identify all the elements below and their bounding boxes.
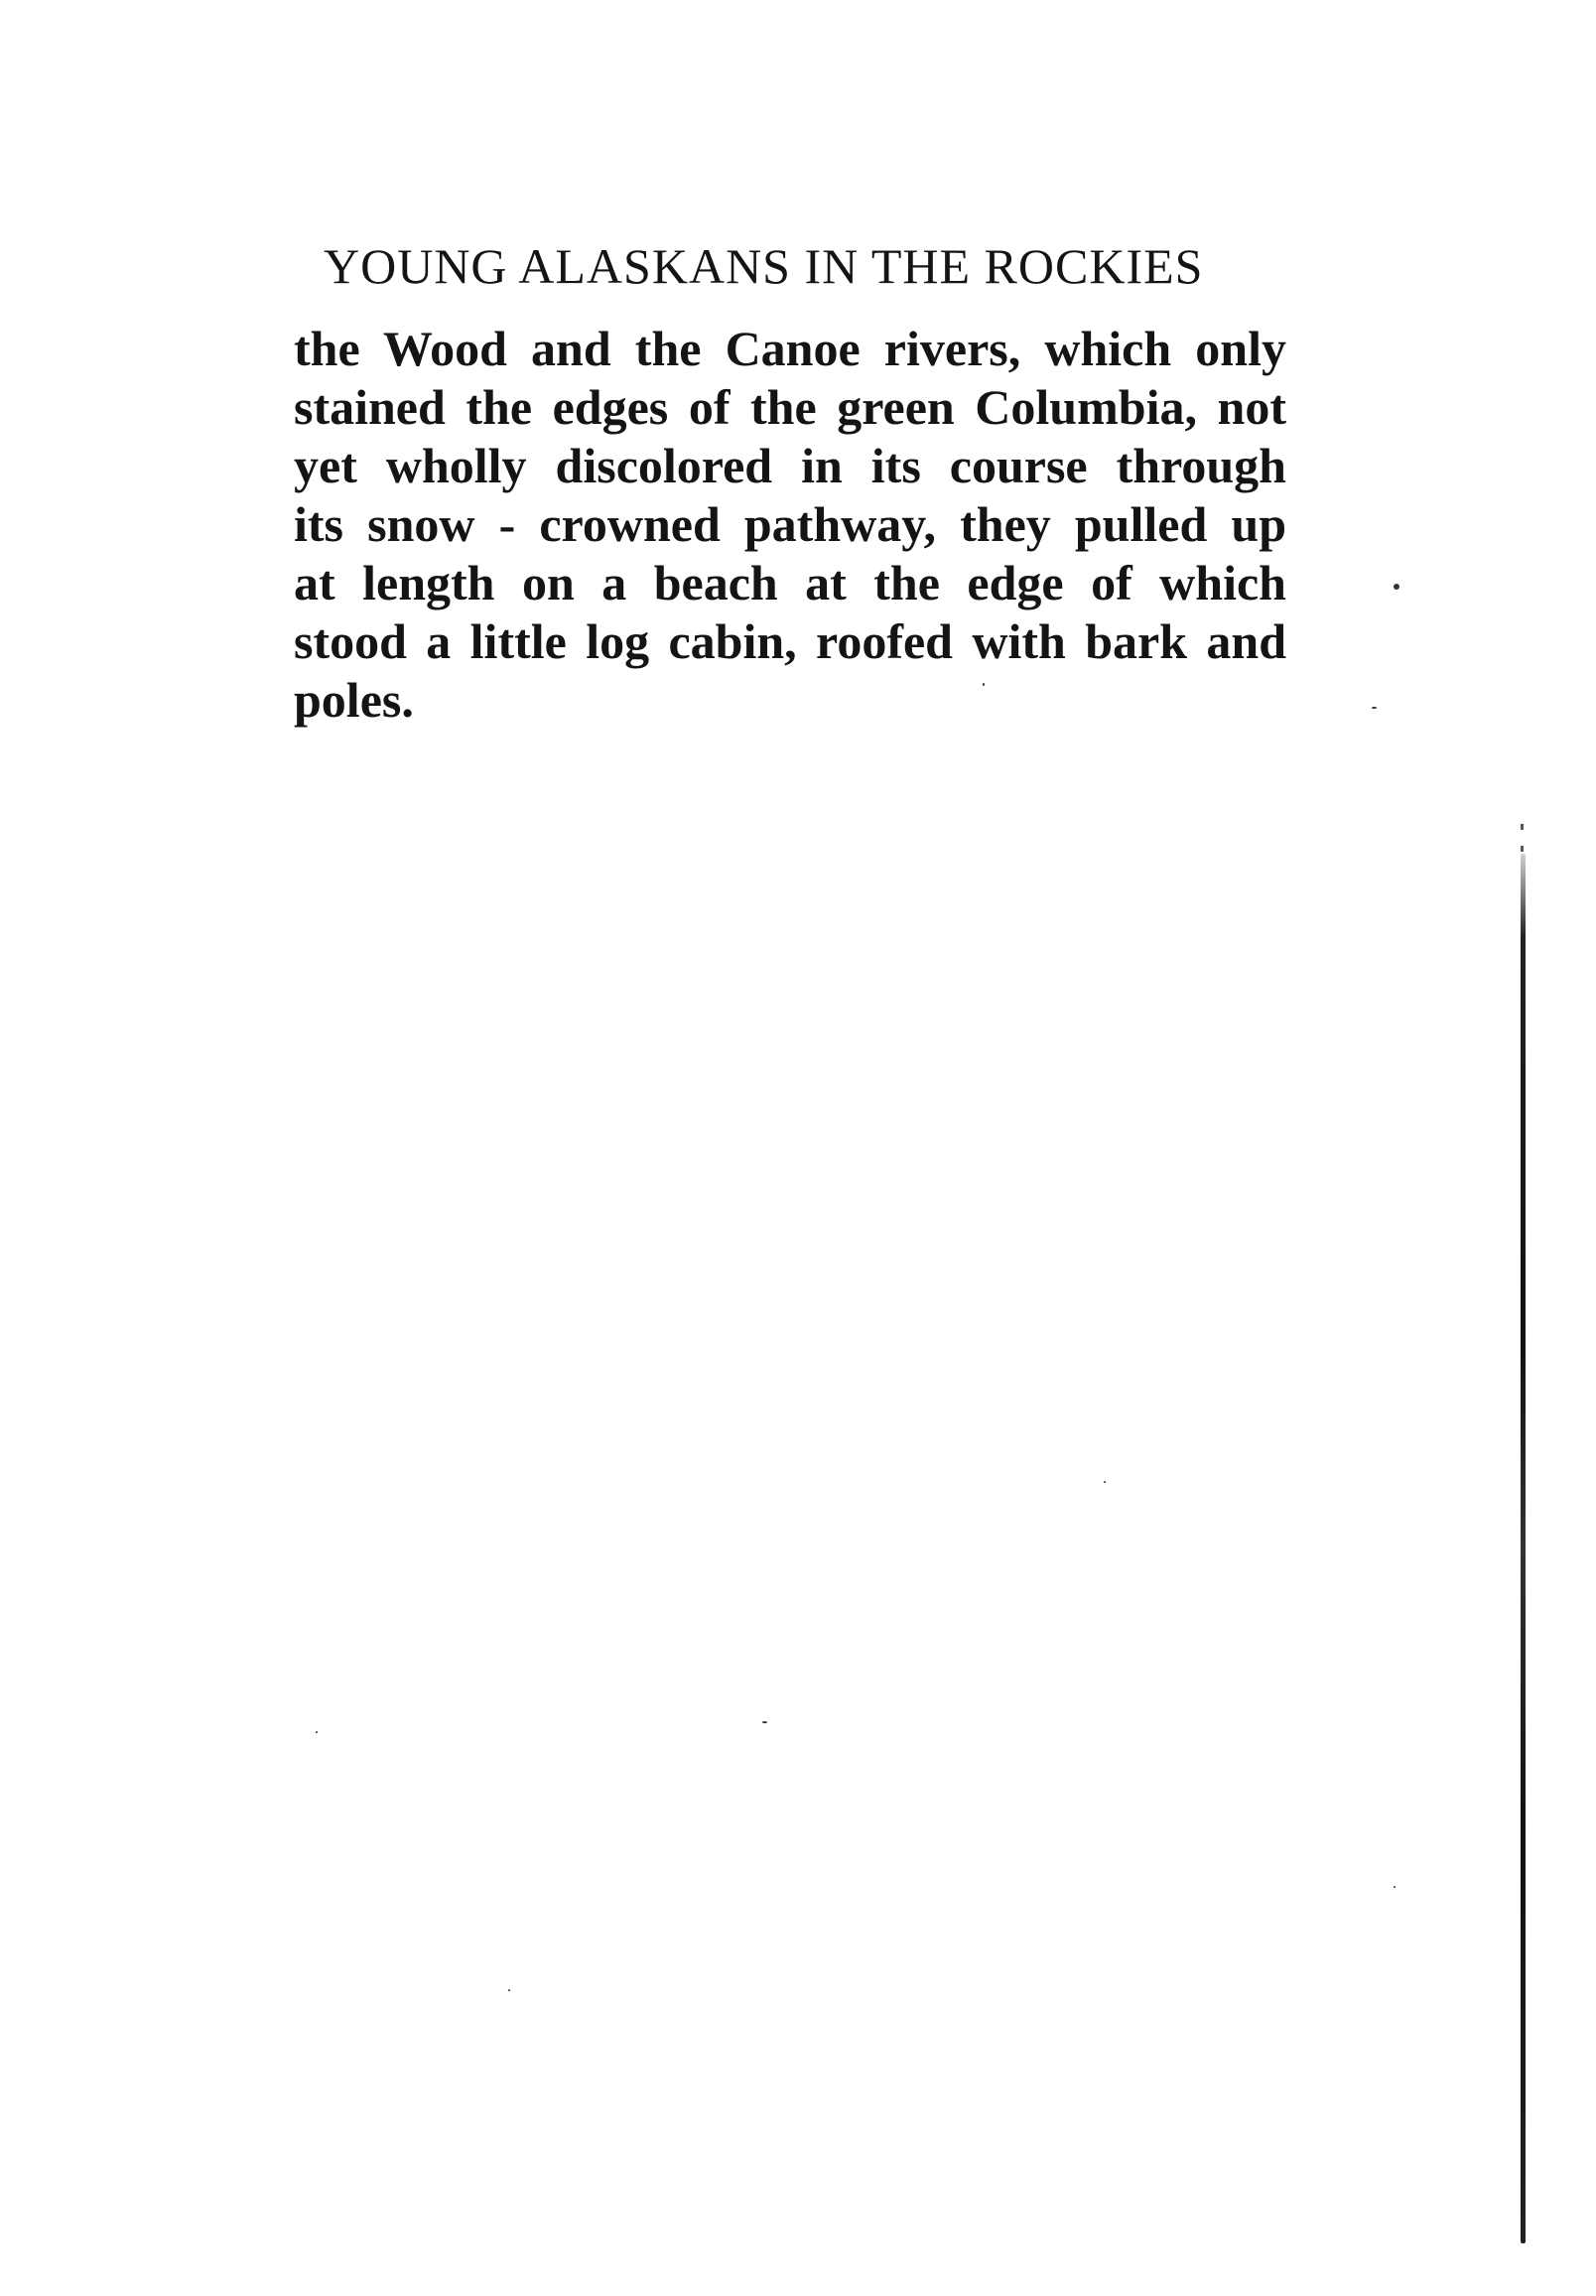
scan-speck: [316, 1731, 318, 1733]
paragraph-line: stood a little log cabin, roofed with bark and: [294, 613, 1286, 669]
scan-speck: [1394, 1886, 1396, 1888]
paragraph-line: stained the edges of the green Columbia, not: [294, 379, 1286, 435]
body-paragraph: [294, 320, 1286, 730]
scan-speck: [983, 683, 985, 686]
scan-speck: [762, 1721, 767, 1723]
paragraph-line: poles.: [294, 672, 414, 728]
scan-speck: [508, 1989, 510, 1991]
scan-speck: [1372, 707, 1377, 709]
running-head: YOUNG ALASKANS IN THE ROCKIES: [324, 238, 1204, 294]
paragraph-line: at length on a beach at the edge of which: [294, 555, 1286, 610]
scan-speck: [1394, 584, 1399, 590]
paragraph-line: yet wholly discolored in its course through: [294, 438, 1286, 493]
scan-binding-edge: [1521, 854, 1526, 2243]
scan-speck: [1104, 1481, 1106, 1483]
paragraph-line: the Wood and the Canoe rivers, which only: [294, 321, 1286, 376]
paragraph-line: its snow - crowned pathway, they pulled up: [294, 496, 1286, 552]
